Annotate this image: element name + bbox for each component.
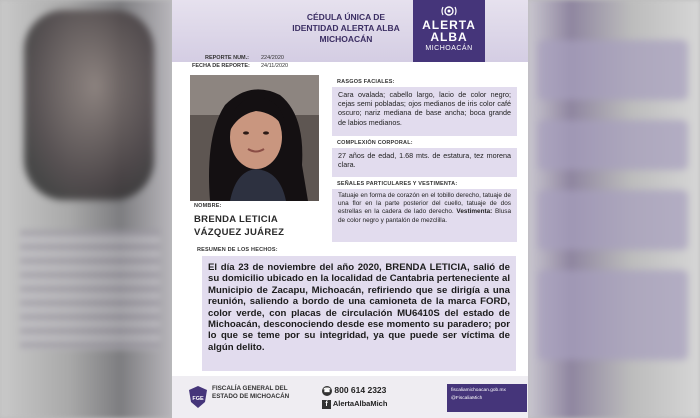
logo-word-alerta: ALERTA bbox=[422, 18, 476, 32]
web-url: fiscaliamichoacan.gob.mx bbox=[451, 388, 506, 393]
poster-footer bbox=[172, 376, 528, 418]
alert-poster bbox=[172, 0, 528, 418]
title-line: IDENTIDAD ALERTA ALBA bbox=[292, 23, 400, 33]
person-name-first: BRENDA LETICIA bbox=[194, 214, 279, 225]
facebook-handle: AlertaAlbaMich bbox=[332, 399, 388, 408]
facial-label: RASGOS FACIALES: bbox=[337, 79, 395, 85]
blurred-photo bbox=[24, 10, 154, 200]
logo-word-alba: ALBA bbox=[430, 30, 468, 44]
report-number-label: REPORTE NUM.: bbox=[205, 55, 249, 61]
title-line: MICHOACÁN bbox=[319, 34, 373, 44]
summary-text: El día 23 de noviembre del año 2020, BRENDA LETICIA, salió de su domicilio ubicado en la localidad de Cantabria perteneciente al Municipio de Zacapu, Michoacán, refiriendo que se dirigía a una reunión, saliendo a bordo de una camioneta de la marca FORD, color verde, con placas de circulación MU6410S del estado de Michoacán, desconociendo desde ese momento su paradero; por lo que se teme por su integridad, ya que puede ser víctima de algún delito. bbox=[208, 262, 510, 353]
fge-seal-icon bbox=[188, 385, 208, 409]
phone-number: 800 614 2323 bbox=[334, 385, 387, 395]
report-date-value: 24/11/2020 bbox=[261, 63, 289, 69]
blurred-panel bbox=[538, 120, 688, 170]
portrait-illustration bbox=[190, 75, 319, 201]
blurred-background-left bbox=[0, 0, 172, 418]
phone-icon: ☎ bbox=[323, 387, 331, 394]
poster-title bbox=[290, 12, 402, 45]
summary-box bbox=[202, 256, 516, 371]
facebook-icon: f bbox=[322, 400, 331, 409]
phone-contact bbox=[322, 385, 386, 396]
person-name-last: VÁZQUEZ JUÁREZ bbox=[194, 227, 285, 238]
clothing-label: Vestimenta: bbox=[456, 208, 493, 216]
facial-features-text: Cara ovalada; cabello largo, lacio de color negro; cejas semi pobladas; ojos medianos de iris color café oscuro; nariz mediana de base ancha; boca grande de labios medianos. bbox=[338, 90, 511, 127]
agency-line: FISCALÍA GENERAL DEL bbox=[212, 385, 288, 392]
blurred-background-right bbox=[528, 0, 700, 418]
facebook-contact bbox=[322, 399, 387, 409]
report-date-label: FECHA DE REPORTE: bbox=[192, 63, 250, 69]
poster-header bbox=[172, 0, 528, 62]
web-links bbox=[447, 384, 527, 412]
build-box bbox=[332, 148, 517, 177]
alerta-alba-logo bbox=[413, 0, 485, 62]
report-number-value: 224/2020 bbox=[261, 55, 284, 61]
report-number bbox=[205, 55, 284, 61]
summary-label: RESUMEN DE LOS HECHOS: bbox=[197, 247, 278, 253]
report-date bbox=[192, 63, 289, 69]
alert-bell-icon bbox=[441, 4, 457, 18]
blurred-panel bbox=[538, 270, 688, 360]
build-label: COMPLEXIÓN CORPORAL: bbox=[337, 140, 413, 146]
fge-seal-text: FGE bbox=[192, 396, 204, 402]
marks-text: Tatuaje en forma de corazón en el tobillo derecho, tatuaje de una flor en la parte posterior del cuello, tatuaje de dos estrellas en la cadera de lado derecho. bbox=[338, 192, 511, 216]
missing-person-photo bbox=[190, 75, 319, 201]
marks-label: SEÑALES PARTICULARES Y VESTIMENTA: bbox=[337, 181, 458, 187]
blurred-panel bbox=[538, 40, 688, 100]
logo-word-michoacan: MICHOACÁN bbox=[425, 45, 473, 52]
blurred-text bbox=[20, 230, 160, 350]
marks-box bbox=[332, 189, 517, 242]
agency-line: ESTADO DE MICHOACÁN bbox=[212, 393, 290, 401]
title-line: CÉDULA ÚNICA DE bbox=[306, 12, 386, 22]
build-text: 27 años de edad, 1.68 mts. de estatura, tez morena clara. bbox=[338, 151, 511, 170]
facial-features-box bbox=[332, 87, 517, 136]
twitter-handle: @FiscaliaMich bbox=[451, 396, 483, 401]
name-label: NOMBRE: bbox=[194, 203, 222, 209]
agency-name bbox=[212, 385, 289, 402]
blurred-panel bbox=[538, 190, 688, 250]
clothing-text: Blusa de color negro y pantalón de mezclilla. bbox=[338, 208, 512, 224]
